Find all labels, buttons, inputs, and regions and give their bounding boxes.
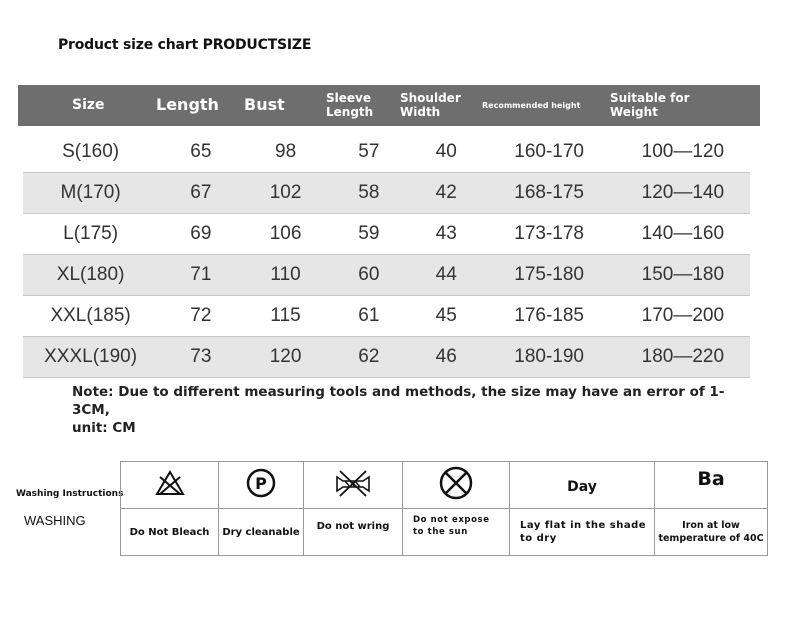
no-sun-cell bbox=[403, 462, 510, 509]
no-bleach-cell bbox=[121, 462, 219, 509]
cell-size: M(170) bbox=[60, 182, 121, 203]
cell-shoulder-width: 46 bbox=[435, 346, 457, 367]
cell-recommended-height: 168-175 bbox=[514, 182, 584, 203]
day-text: Day bbox=[567, 478, 597, 495]
cell-weight: 120—140 bbox=[641, 182, 725, 203]
header-suitable-weight: Suitable for Weight bbox=[610, 90, 690, 119]
note-line-1: Note: Due to different measuring tools and methods, the size may have an error of 1-3CM, bbox=[72, 384, 725, 418]
dry-clean-cell bbox=[219, 462, 304, 509]
header-sleeve-length: Sleeve Length bbox=[326, 90, 374, 119]
cell-length: 65 bbox=[190, 141, 212, 162]
caption-line: Lay flat in the shade bbox=[520, 520, 647, 531]
cell-sleeve-length: 62 bbox=[358, 346, 380, 367]
cell-shoulder-width: 43 bbox=[435, 223, 457, 244]
ba-cell bbox=[655, 462, 768, 509]
cell-weight: 170—200 bbox=[641, 305, 725, 326]
washing-label: WASHING bbox=[24, 513, 86, 528]
dry-clean-p-icon bbox=[244, 468, 278, 498]
cell-bust: 115 bbox=[270, 305, 301, 326]
header-bust: Bust bbox=[244, 95, 285, 115]
table-row bbox=[23, 296, 750, 337]
note-line-2: unit: CM bbox=[72, 420, 136, 436]
cell-length: 71 bbox=[190, 264, 212, 285]
no-bleach-triangle-icon bbox=[155, 469, 185, 497]
cell-sleeve-length: 59 bbox=[358, 223, 380, 244]
day-cell bbox=[510, 462, 655, 509]
cell-recommended-height: 160-170 bbox=[514, 141, 584, 162]
cell-shoulder-width: 44 bbox=[435, 264, 457, 285]
cell-shoulder-width: 45 bbox=[435, 305, 457, 326]
cell-size: S(160) bbox=[62, 141, 120, 162]
cell-shoulder-width: 40 bbox=[435, 141, 457, 162]
header-length: Length bbox=[156, 95, 219, 115]
chart-title: Product size chart PRODUCTSIZE bbox=[58, 37, 312, 53]
table-header bbox=[18, 85, 760, 126]
cell-weight: 150—180 bbox=[641, 264, 725, 285]
caption-line: to the sun bbox=[413, 527, 468, 537]
table-row bbox=[23, 255, 750, 296]
cell-length: 73 bbox=[190, 346, 212, 367]
cell-recommended-height: 173-178 bbox=[514, 223, 584, 244]
caption-line: Do not expose bbox=[413, 515, 490, 525]
caption-line: to dry bbox=[520, 533, 557, 544]
cell-weight: 180—220 bbox=[641, 346, 725, 367]
cell-sleeve-length: 61 bbox=[358, 305, 380, 326]
cell-bust: 110 bbox=[270, 264, 301, 285]
cell-bust: 102 bbox=[269, 182, 302, 203]
measurement-note bbox=[72, 383, 732, 437]
table-row bbox=[23, 214, 750, 255]
cell-size: XXXL(190) bbox=[44, 346, 138, 367]
caption-do-not-wring: Do not wring bbox=[304, 503, 403, 550]
caption-line: temperature of 40C bbox=[658, 533, 764, 544]
table-body bbox=[18, 126, 760, 378]
cell-bust: 120 bbox=[269, 346, 302, 367]
header-size: Size bbox=[72, 97, 105, 114]
cell-weight: 140—160 bbox=[641, 223, 725, 244]
cell-recommended-height: 176-185 bbox=[514, 305, 584, 326]
size-table bbox=[18, 85, 760, 378]
cell-size: L(175) bbox=[63, 223, 119, 244]
no-wring-cell bbox=[304, 462, 403, 509]
caption-do-not-expose-sun bbox=[403, 509, 510, 556]
washing-grid bbox=[120, 461, 768, 556]
cell-sleeve-length: 57 bbox=[358, 141, 380, 162]
caption-do-not-bleach: Do Not Bleach bbox=[121, 509, 219, 556]
caption-lay-flat-shade bbox=[510, 509, 655, 556]
table-row bbox=[23, 132, 750, 173]
cell-sleeve-length: 60 bbox=[358, 264, 380, 285]
cell-bust: 98 bbox=[275, 141, 297, 162]
cell-bust: 106 bbox=[269, 223, 302, 244]
cell-recommended-height: 175-180 bbox=[514, 264, 584, 285]
no-wring-icon bbox=[334, 468, 372, 498]
caption-iron-low bbox=[655, 509, 768, 556]
cell-length: 72 bbox=[190, 305, 212, 326]
caption-dry-cleanable: Dry cleanable bbox=[219, 509, 304, 556]
cell-size: XL(180) bbox=[56, 264, 125, 285]
svg-text:P: P bbox=[255, 474, 267, 493]
cell-size: XXL(185) bbox=[50, 305, 131, 326]
table-row bbox=[23, 173, 750, 214]
cell-weight: 100—120 bbox=[641, 141, 725, 162]
no-sun-icon bbox=[438, 465, 474, 501]
cell-sleeve-length: 58 bbox=[358, 182, 380, 203]
header-recommended-height: Recommended height bbox=[482, 100, 581, 110]
table-row bbox=[23, 337, 750, 378]
caption-line: Iron at low bbox=[682, 520, 740, 531]
header-shoulder-width: Shoulder Width bbox=[400, 90, 461, 119]
cell-length: 69 bbox=[190, 223, 212, 244]
cell-length: 67 bbox=[190, 182, 212, 203]
ba-text: Ba bbox=[697, 468, 725, 490]
washing-instructions-label: Washing Instructions bbox=[16, 489, 124, 499]
cell-shoulder-width: 42 bbox=[435, 182, 457, 203]
cell-recommended-height: 180-190 bbox=[514, 346, 584, 367]
